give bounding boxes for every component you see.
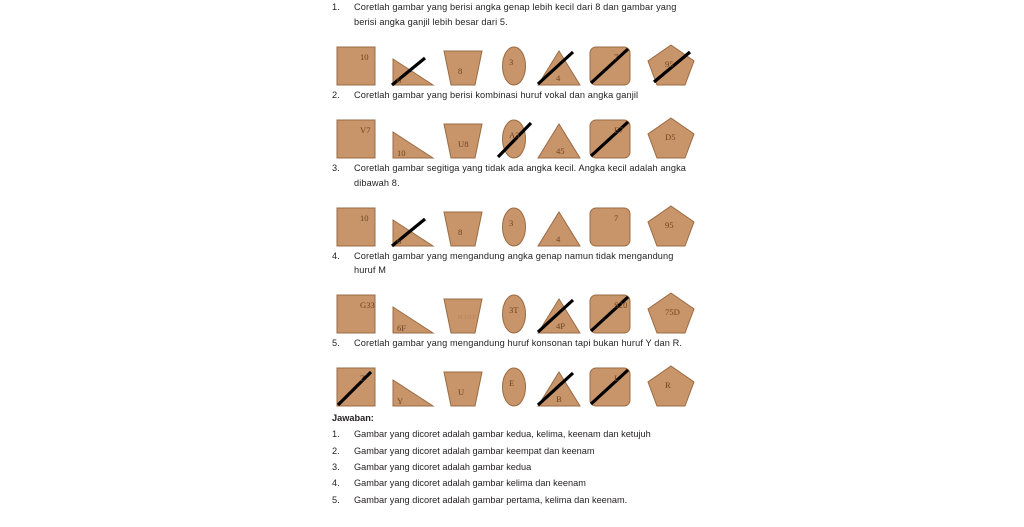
- ellipse-icon: [501, 119, 527, 159]
- shape-cell-trapezoid[interactable]: [440, 36, 486, 86]
- triangle-icon: [537, 50, 581, 86]
- square-icon: [336, 294, 376, 334]
- question-block: [332, 249, 702, 335]
- pentagon-icon: [647, 365, 695, 407]
- shape-label: 95: [665, 219, 674, 230]
- shape-label: 10: [397, 147, 406, 158]
- ellipse-icon: [501, 367, 527, 407]
- square-icon: [336, 367, 376, 407]
- shape-cell-square[interactable]: [336, 109, 376, 159]
- shape-cell-triangle[interactable]: [537, 109, 581, 159]
- shape-cell-triangle[interactable]: [537, 197, 581, 247]
- question-line-1: Coretlah gambar yang mengandung angka genap namun tidak mengandung: [354, 250, 674, 261]
- shape-row: [332, 34, 702, 86]
- shape-cell-right-triangle[interactable]: [392, 284, 434, 334]
- shape-cell-trapezoid[interactable]: [440, 197, 486, 247]
- answers-heading: Jawaban:: [332, 413, 374, 424]
- question-number: 2.: [332, 89, 340, 100]
- answer-text: Gambar yang dicoret adalah gambar kedua, kelima, keenam dan ketujuh: [354, 429, 651, 440]
- shape-label: D5: [665, 131, 676, 142]
- rounded-square-icon: [589, 46, 631, 86]
- shape-cell-pentagon[interactable]: [647, 284, 695, 334]
- question-block: [332, 161, 702, 247]
- question-line-2: dibawah 8.: [354, 177, 400, 188]
- answer-text: Gambar yang dicoret adalah gambar keempat dan keenam: [354, 445, 595, 456]
- shape-cell-pentagon[interactable]: [647, 357, 695, 407]
- shape-cell-square[interactable]: [336, 357, 376, 407]
- answer-row: [332, 492, 702, 508]
- shape-cell-pentagon[interactable]: [647, 36, 695, 86]
- shape-label: B: [556, 394, 562, 405]
- question-text: [354, 0, 702, 30]
- pentagon-icon: [647, 205, 695, 247]
- shape-label: U: [458, 387, 465, 398]
- square-icon: [336, 207, 376, 247]
- answer-row: [332, 443, 702, 459]
- shape-cell-rounded-square[interactable]: [589, 109, 631, 159]
- answer-row: [332, 426, 702, 442]
- pentagon-icon: [647, 44, 695, 86]
- shape-label: 3: [509, 56, 514, 67]
- question-block: [332, 0, 702, 86]
- shape-label: 4: [556, 233, 561, 244]
- shape-cell-rounded-square[interactable]: [589, 284, 631, 334]
- shape-row: [332, 107, 702, 159]
- answer-row: [332, 459, 702, 475]
- square-icon: [336, 119, 376, 159]
- shape-label: 6: [397, 74, 402, 85]
- question-text: [354, 88, 702, 103]
- shape-cell-triangle[interactable]: [537, 357, 581, 407]
- shape-label: 6: [397, 235, 402, 246]
- shape-cell-trapezoid[interactable]: [440, 284, 486, 334]
- shape-label: 3: [509, 217, 514, 228]
- question-block: [332, 88, 702, 159]
- shape-label: 8: [458, 65, 463, 76]
- shape-row: [332, 282, 702, 334]
- question-text: [354, 336, 702, 351]
- pentagon-icon: [647, 117, 695, 159]
- shape-cell-right-triangle[interactable]: [392, 109, 434, 159]
- answer-number: 3.: [332, 462, 340, 472]
- shape-cell-trapezoid[interactable]: [440, 357, 486, 407]
- question-text: [354, 161, 702, 191]
- answer-number: 5.: [332, 494, 340, 505]
- shape-cell-ellipse[interactable]: [501, 36, 527, 86]
- shape-row: [332, 355, 702, 407]
- pentagon-icon: [647, 292, 695, 334]
- answer-number: 1.: [332, 429, 340, 440]
- ellipse-icon: [501, 46, 527, 86]
- shape-label: R: [665, 380, 671, 391]
- shape-cell-trapezoid[interactable]: [440, 109, 486, 159]
- triangle-icon: [537, 371, 581, 407]
- shape-label: V7: [360, 124, 371, 135]
- shape-cell-ellipse[interactable]: [501, 284, 527, 334]
- shape-label: 3T: [509, 305, 519, 316]
- shape-cell-ellipse[interactable]: [501, 197, 527, 247]
- shape-cell-pentagon[interactable]: [647, 109, 695, 159]
- rounded-square-icon: [589, 367, 631, 407]
- right-triangle-icon: [392, 56, 434, 86]
- shape-label: A3: [509, 129, 520, 140]
- question-text-row: [332, 249, 702, 279]
- shape-cell-right-triangle[interactable]: [392, 36, 434, 86]
- shape-label: E7: [614, 124, 624, 135]
- trapezoid-icon: [440, 123, 486, 159]
- shape-label: G33: [360, 300, 375, 311]
- shape-cell-right-triangle[interactable]: [392, 357, 434, 407]
- shape-label: S20: [614, 300, 628, 311]
- shape-label: 6F: [397, 323, 407, 334]
- answer-number: 4.: [332, 478, 340, 489]
- answer-row: [332, 475, 702, 491]
- shape-cell-square[interactable]: [336, 284, 376, 334]
- question-number: 1.: [332, 2, 340, 12]
- shape-label: Y: [397, 396, 404, 407]
- right-triangle-icon: [392, 217, 434, 247]
- shape-label: 7: [614, 51, 619, 62]
- rounded-square-icon: [589, 119, 631, 159]
- answer-text: Gambar yang dicoret adalah gambar kelima dan keenam: [354, 478, 586, 489]
- shape-label: L: [614, 373, 620, 384]
- question-number: 3.: [332, 162, 340, 173]
- right-triangle-icon: [392, 377, 434, 407]
- question-text-row: [332, 161, 702, 191]
- question-number: 4.: [332, 250, 340, 261]
- trapezoid-icon: [440, 371, 486, 407]
- triangle-icon: [537, 211, 581, 247]
- answer-text: Gambar yang dicoret adalah gambar kedua: [354, 462, 532, 472]
- shape-label: 45: [556, 145, 565, 156]
- answer-text: Gambar yang dicoret adalah gambar pertama, kelima dan keenam.: [354, 494, 628, 505]
- trapezoid-icon: [440, 298, 486, 334]
- shape-row: [332, 195, 702, 247]
- shape-cell-ellipse[interactable]: [501, 109, 527, 159]
- trapezoid-icon: [440, 211, 486, 247]
- question-line-2: huruf M: [354, 265, 386, 276]
- triangle-icon: [537, 298, 581, 334]
- question-text-row: [332, 0, 702, 30]
- question-line-1: Coretlah gambar yang berisi kombinasi huruf vokal dan angka ganjil: [354, 89, 639, 100]
- shape-cell-triangle[interactable]: [537, 284, 581, 334]
- shape-cell-square[interactable]: [336, 197, 376, 247]
- shape-cell-rounded-square[interactable]: [589, 197, 631, 247]
- right-triangle-icon: [392, 304, 434, 334]
- shape-cell-ellipse[interactable]: [501, 357, 527, 407]
- question-block: [332, 336, 702, 407]
- shape-cell-square[interactable]: [336, 36, 376, 86]
- shape-cell-rounded-square[interactable]: [589, 357, 631, 407]
- shape-label: Z: [360, 373, 366, 384]
- shape-label: 75D: [665, 307, 680, 318]
- answer-number: 2.: [332, 445, 340, 456]
- shape-cell-right-triangle[interactable]: [392, 197, 434, 247]
- shape-label: E: [509, 378, 515, 389]
- question-text-row: [332, 88, 702, 103]
- shape-label: 10: [360, 51, 369, 62]
- shape-cell-pentagon[interactable]: [647, 197, 695, 247]
- shape-label: 4P: [556, 321, 566, 332]
- shape-label: 10: [360, 212, 369, 223]
- rounded-square-icon: [589, 207, 631, 247]
- square-icon: [336, 46, 376, 86]
- rounded-square-icon: [589, 294, 631, 334]
- shape-label: 4: [556, 72, 561, 83]
- question-line-1: Coretlah gambar yang berisi angka genap lebih kecil dari 8 dan gambar yang: [354, 2, 677, 12]
- shape-label: 95: [665, 58, 674, 69]
- ellipse-icon: [501, 294, 527, 334]
- shape-label: 8: [458, 226, 463, 237]
- trapezoid-icon: [440, 50, 486, 86]
- shape-label: H10P: [458, 314, 477, 322]
- triangle-icon: [537, 123, 581, 159]
- question-line-1: Coretlah gambar yang mengandung huruf konsonan tapi bukan huruf Y dan R.: [354, 338, 683, 349]
- question-number: 5.: [332, 338, 340, 349]
- shape-cell-triangle[interactable]: [537, 36, 581, 86]
- right-triangle-icon: [392, 129, 434, 159]
- ellipse-icon: [501, 207, 527, 247]
- question-text-row: [332, 336, 702, 351]
- question-line-1: Coretlah gambar segitiga yang tidak ada angka kecil. Angka kecil adalah angka: [354, 162, 687, 173]
- question-line-2: berisi angka ganjil lebih besar dari 5.: [354, 16, 508, 27]
- worksheet-column: [332, 0, 702, 508]
- question-text: [354, 249, 702, 279]
- shape-cell-rounded-square[interactable]: [589, 36, 631, 86]
- shape-label: U8: [458, 138, 469, 149]
- shape-label: 7: [614, 212, 619, 223]
